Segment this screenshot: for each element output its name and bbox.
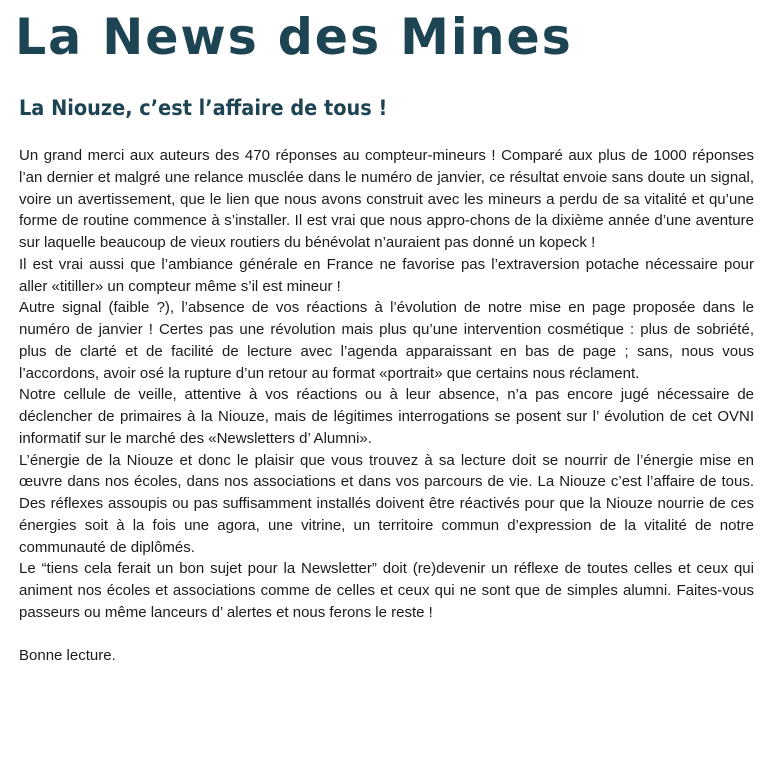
paragraph-ambiance: Il est vrai aussi que l’ambiance générale en France ne favorise pas l’extraversion potache nécessaire pour aller «titiller» un compteur même s’il est mineur ! [19,255,754,295]
paragraph-spacer [19,624,754,646]
article-body [19,145,754,667]
masthead-title: La News des Mines [15,8,573,66]
paragraph-survey-thanks: Un grand merci aux auteurs des 470 réponses au compteur-mineurs ! Comparé aux plus de 1000 réponses l’an dernier et malgré une relance musclée dans le numéro de janvier, ce résultat envoie sans doute un signal, voire un avertissement, que le lien que nous avons construit avec les mineurs a perdu de sa vitalité et qu’une forme de routine commence à s’installer. Il est vrai que nous appro-chons de la dixième année d’une aventure sur laquelle beaucoup de vieux routiers du bénévolat n’auraient pas donné un kopeck ! [19,147,754,251]
paragraph-layout-feedback: Autre signal (faible ?), l’absence de vos réactions à l’évolution de notre mise en page proposée dans le numéro de janvier ! Certes pas une révolution mais plus qu’une intervention cosmétique : plus de sobriété, plus de clarté et de facilité de lecture avec l’agenda apparaissant en bas de page ; sans, nous vous l’accordons, avoir osé la rupture d’un retour au format «portrait» que certains nous réclament. [19,299,754,382]
paragraph-call-to-action: Le “tiens cela ferait un bon sujet pour la Newsletter” doit (re)devenir un réflexe de toutes celles et ceux qui animent nos écoles et associations comme de celles et ceux qui ne sont que de simples alumni. Faites-vous passeurs ou même lanceurs d’ alertes et nous ferons le reste ! [19,560,754,621]
paragraph-energy: L’énergie de la Niouze et donc le plaisir que vous trouvez à sa lecture doit se nourrir de l’énergie mise en œuvre dans nos écoles, dans nos associations et dans vos parcours de vie. La Niouze c’est l’affaire de tous. Des réflexes assoupis ou pas suffisamment installés doivent être réactivés pour que la Niouze nourrie de ces énergies soit à la fois une agora, une vitrine, un territoire commun d’expression de la vitalité de notre communauté de diplômés. [19,451,754,556]
article-headline: La Niouze, c’est l’affaire de tous ! [19,96,388,120]
closing-line: Bonne lecture. [19,647,116,665]
paragraph-watch-cell: Notre cellule de veille, attentive à vos réactions ou à leur absence, n’a pas encore jugé nécessaire de déclencher de primaires à la Niouze, mais de légitimes interrogations se posent sur l’ évolution de cet OVNI informatif sur le marché des «Newsletters d’ Alumni». [19,386,754,447]
